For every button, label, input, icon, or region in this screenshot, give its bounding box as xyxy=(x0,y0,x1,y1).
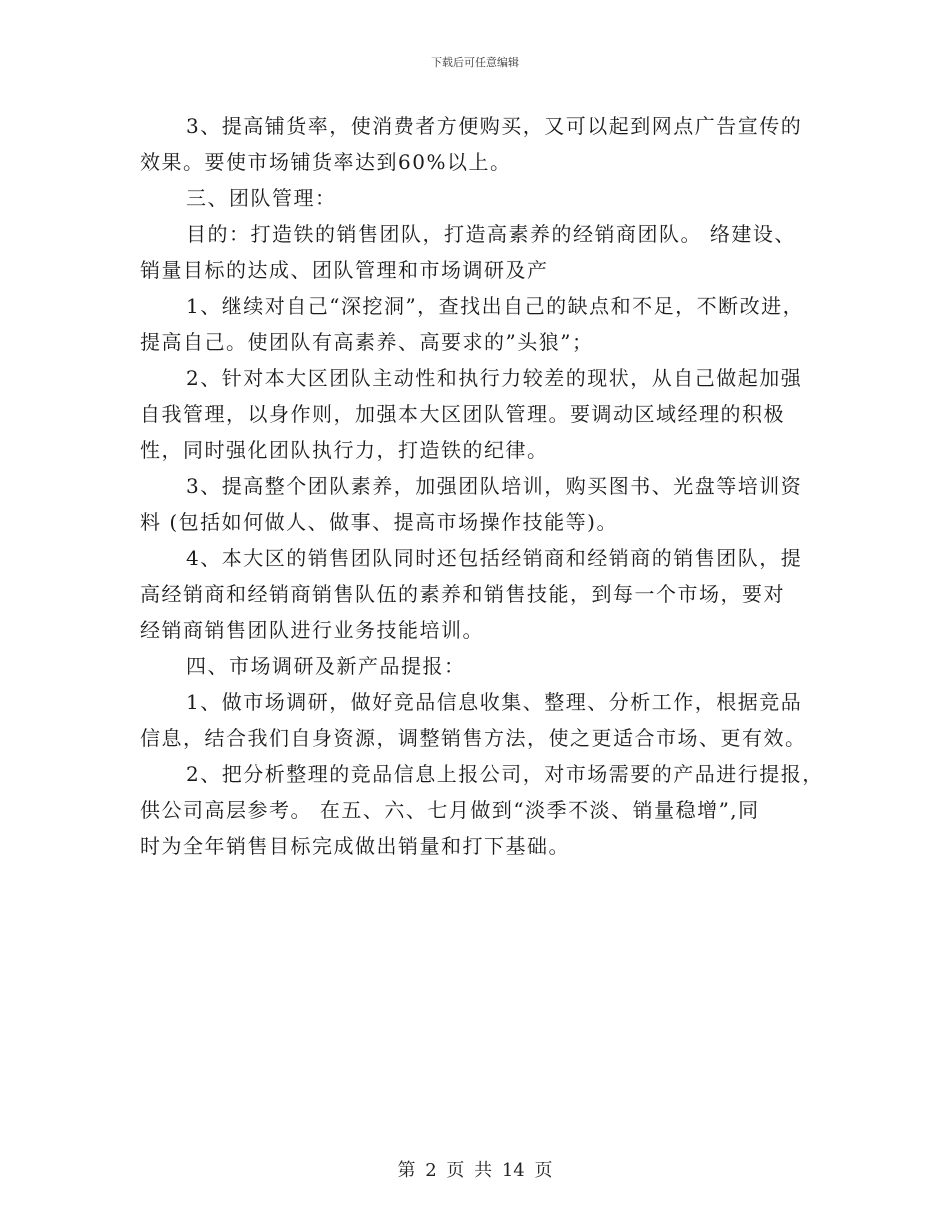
paragraph-line: 时为全年销售目标完成做出销量和打下基础。 xyxy=(140,834,570,858)
paragraph-line: 性，同时强化团队执行力，打造铁的纪律。 xyxy=(140,438,549,462)
paragraph-line: 1、做市场调研，做好竞品信息收集、整理、分析工作，根据竞品 xyxy=(186,690,803,714)
paragraph-line: 销量目标的达成、团队管理和市场调研及产 xyxy=(140,258,549,282)
paragraph-line: 信息，结合我们自身资源，调整销售方法，使之更适合市场、更有效。 xyxy=(140,726,807,750)
paragraph-line: 高经销商和经销商销售队伍的素养和销售技能，到每一个市场，要对 xyxy=(140,582,785,606)
page-header: 下载后可任意编辑 xyxy=(431,56,519,69)
paragraph-line: 2、针对本大区团队主动性和执行力较差的现状，从自己做起加强 xyxy=(186,366,803,390)
paragraph-line: 目的：打造铁的销售团队，打造高素养的经销商团队。 络建设、 xyxy=(186,222,796,246)
document-body xyxy=(140,108,824,864)
paragraph-line: 3、提高整个团队素养，加强团队培训，购买图书、光盘等培训资 xyxy=(186,474,803,498)
paragraph-line: 2、把分析整理的竞品信息上报公司，对市场需要的产品进行提报， xyxy=(186,762,824,786)
paragraph-line: 经销商销售团队进行业务技能培训。 xyxy=(140,618,484,642)
paragraph-line: 效果。要使市场铺货率达到60%以上。 xyxy=(140,150,512,174)
paragraph-line: 提高自己。使团队有高素养、高要求的”头狼”； xyxy=(140,330,594,354)
page-number: 第 2 页 共 14 页 xyxy=(397,1160,553,1181)
section-heading: 三、团队管理： xyxy=(186,186,337,210)
section-heading: 四、市场调研及新产品提报： xyxy=(186,654,466,678)
paragraph-line: 1、继续对自己“深挖洞”，查找出自己的缺点和不足，不断改进， xyxy=(186,294,805,318)
paragraph-line: 料 (包括如何做人、做事、提高市场操作技能等)。 xyxy=(140,510,618,534)
paragraph-line: 3、提高铺货率，使消费者方便购买，又可以起到网点广告宣传的 xyxy=(186,114,803,138)
paragraph-line: 供公司高层参考。 在五、六、七月做到“淡季不淡、销量稳增”,同 xyxy=(140,798,760,822)
paragraph-line: 自我管理，以身作则，加强本大区团队管理。要调动区域经理的积极 xyxy=(140,402,785,426)
paragraph-line: 4、本大区的销售团队同时还包括经销商和经销商的销售团队，提 xyxy=(186,546,803,570)
